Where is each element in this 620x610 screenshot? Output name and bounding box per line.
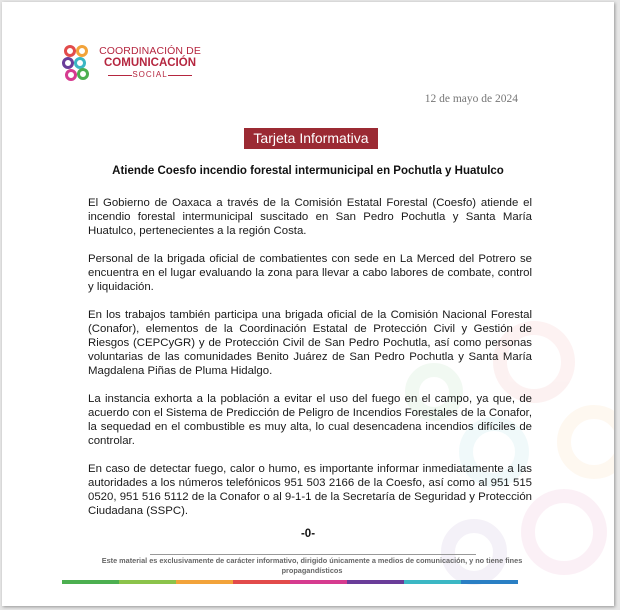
- logo-flower-icon: [62, 44, 90, 82]
- document-date: 12 de mayo de 2024: [424, 93, 518, 105]
- footer-bar-segment: [119, 580, 176, 584]
- document-body: [88, 196, 532, 532]
- logo-line-2: COMUNICACIÓN: [104, 57, 196, 69]
- paragraph-4: La instancia exhorta a la población a evitar el uso del fuego en el campo, ya que, de acuerdo con el Sistema de Predicción de Peligro de Incendios Forestales de la Conafor, la sequedad en el combustible es muy alta, lo cual desencadena incendios difíciles de controlar.: [88, 393, 532, 447]
- logo-line-3: SOCIAL: [94, 70, 206, 80]
- end-mark: -0-: [300, 528, 316, 540]
- footer-color-bar: [62, 580, 518, 584]
- disclaimer-divider: [150, 554, 476, 555]
- disclaimer-text: Este material es exclusivamente de carácter informativo, dirigido únicamente a medios de comunicación, y no tiene fines propagandísticos: [101, 556, 523, 575]
- paragraph-2: Personal de la brigada oficial de combatientes con sede en La Merced del Potrero se encuentra en el lugar evaluando la zona para llevar a cabo labores de combate, control y liquidación.: [88, 253, 532, 293]
- document-title: Atiende Coesfo incendio forestal intermunicipal en Pochutla y Huatulco: [112, 165, 504, 177]
- footer-bar-segment: [62, 580, 119, 584]
- logo-line-1: COORDINACIÓN DE: [99, 45, 201, 57]
- paragraph-5: En caso de detectar fuego, calor o humo, es importante informar inmediatamente a las autoridades a los números telefónicos 951 503 2166 de la Coesfo, así como al 951 515 0520, 951 516 5112 de la Conafor o al 9-1-1 de la Secretaría de Seguridad y Protección Ciudadana (SSPC).: [88, 463, 532, 517]
- footer-bar-segment: [347, 580, 404, 584]
- document-type-badge: Tarjeta Informativa: [244, 128, 378, 149]
- footer-bar-segment: [290, 580, 347, 584]
- coordination-logo: [62, 44, 202, 84]
- paragraph-3: En los trabajos también participa una brigada oficial de la Comisión Nacional Forestal (Conafor), elementos de la Coordinación Estatal de Protección Civil y Gestión de Riesgos (CEPCyGR) y de Protección Civil de San Pedro Pochutla, así como personas voluntarias de las comunidades Benito Juárez de San Pedro Pochutla y Santa María Magdalena Piñas de Pluma Hidalgo.: [88, 309, 532, 377]
- footer-bar-segment: [404, 580, 461, 584]
- footer-bar-segment: [176, 580, 233, 584]
- footer-bar-segment: [461, 580, 518, 584]
- footer-bar-segment: [233, 580, 290, 584]
- document-page: [2, 2, 614, 606]
- paragraph-1: El Gobierno de Oaxaca a través de la Comisión Estatal Forestal (Coesfo) atiende el incendio forestal intermunicipal suscitado en San Pedro Pochutla y Santa María Huatulco, pertenecientes a la región Costa.: [88, 197, 532, 237]
